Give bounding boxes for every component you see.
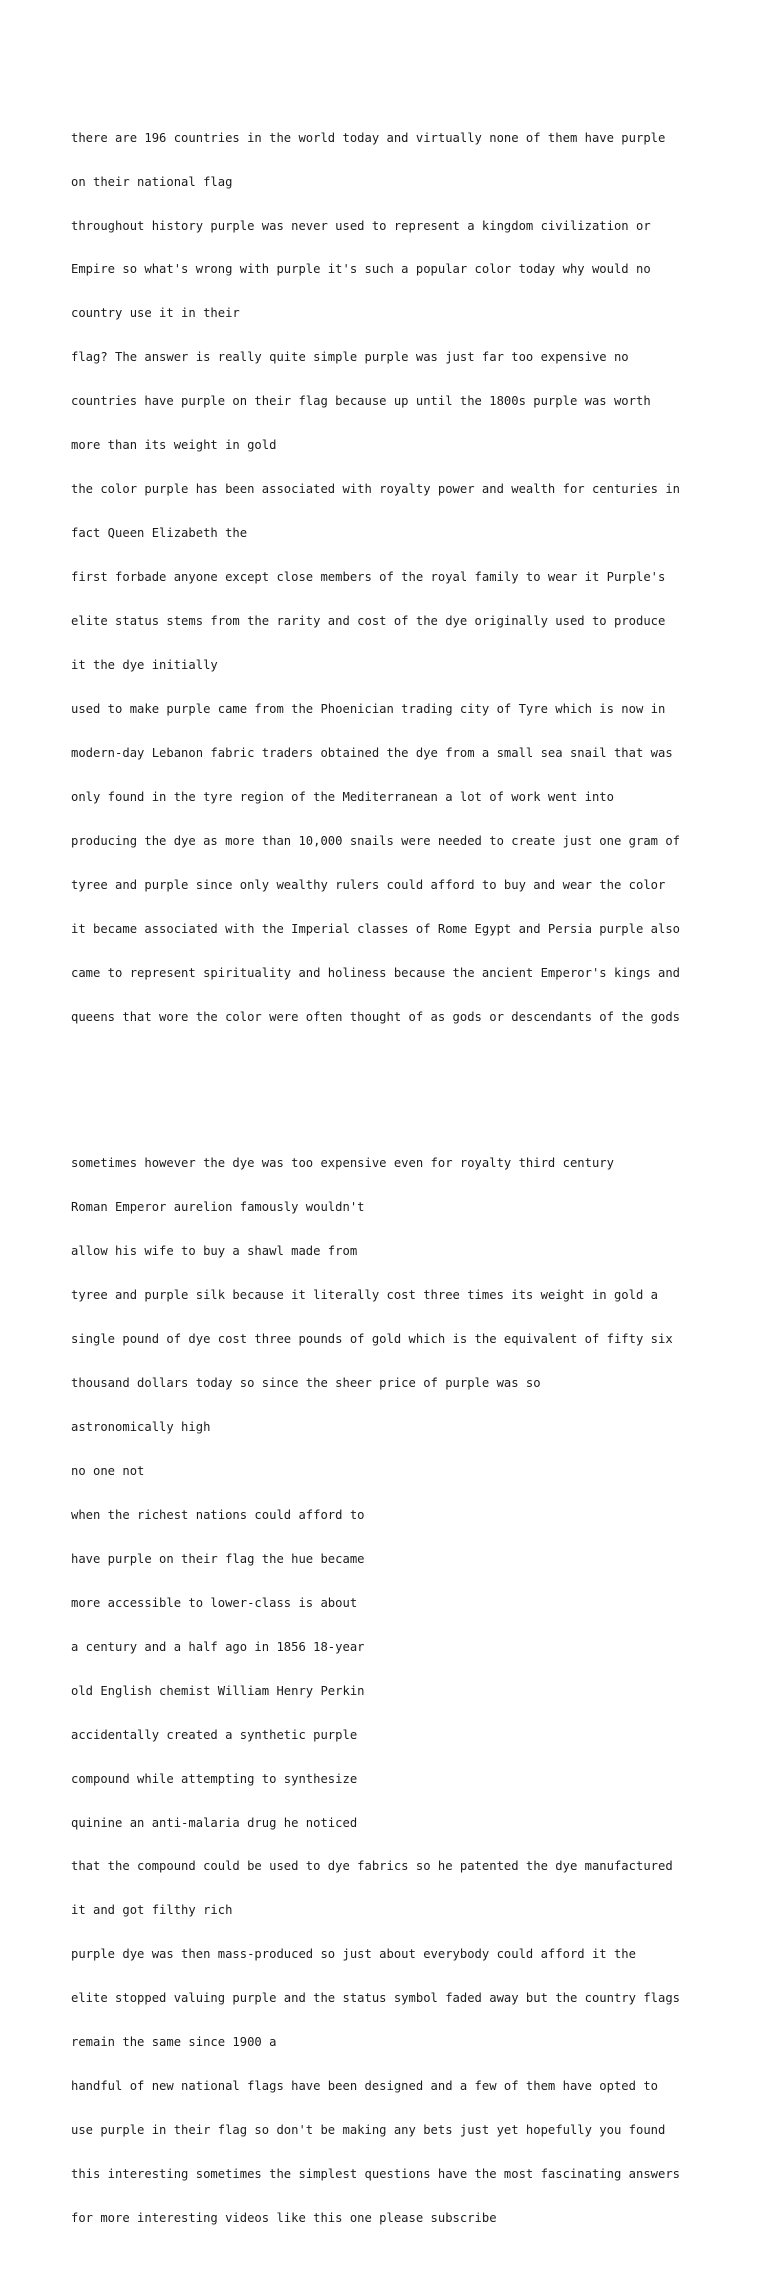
text-line: used to make purple came from the Phoenician trading city of Tyre which is now in [71,702,666,717]
text-line: on their national flag [71,174,233,189]
text-line: the color purple has been associated with royalty power and wealth for centuries in [71,482,681,497]
text-line: use purple in their flag so don't be making any bets just yet hopefully you found [71,2123,666,2138]
text-line: tyree and purple since only wealthy rulers could afford to buy and wear the color [71,877,666,892]
text-line: compound while attempting to synthesize [71,1771,358,1786]
text-line: that the compound could be used to dye fabrics so he patented the dye manufactured [71,1859,673,1874]
text-line: single pound of dye cost three pounds of gold which is the equivalent of fifty six [71,1332,673,1347]
text-line: have purple on their flag the hue became [71,1551,365,1566]
paragraph-1 [71,101,711,1053]
text-line: there are 196 countries in the world today and virtually none of them have purple [71,130,666,145]
text-line: flag? The answer is really quite simple purple was just far too expensive no [71,350,629,365]
text-line: when the richest nations could afford to [71,1507,365,1522]
text-line: producing the dye as more than 10,000 snails were needed to create just one gram of [71,833,681,848]
text-line: for more interesting videos like this one please subscribe [71,2211,497,2226]
text-line: more accessible to lower-class is about [71,1595,358,1610]
text-line: fact Queen Elizabeth the [71,526,248,541]
text-line: quinine an anti-malaria drug he noticed [71,1815,358,1830]
text-line: old English chemist William Henry Perkin [71,1683,365,1698]
text-line: allow his wife to buy a shawl made from [71,1244,358,1259]
text-line: came to represent spirituality and holiness because the ancient Emperor's kings and [71,965,681,980]
text-line: sometimes however the dye was too expensive even for royalty third century [71,1156,614,1171]
text-line: accidentally created a synthetic purple [71,1727,358,1742]
text-line: a century and a half ago in 1856 18-year [71,1639,365,1654]
text-line: modern-day Lebanon fabric traders obtained the dye from a small sea snail that was [71,745,673,760]
text-line: country use it in their [71,306,240,321]
text-line: it became associated with the Imperial classes of Rome Egypt and Persia purple also [71,921,681,936]
text-line: astronomically high [71,1419,211,1434]
text-line: more than its weight in gold [71,438,277,453]
text-line: elite stopped valuing purple and the status symbol faded away but the country flags [71,1991,681,2006]
text-line: it the dye initially [71,658,218,673]
text-line: purple dye was then mass-produced so just about everybody could afford it the [71,1947,636,1962]
text-line: this interesting sometimes the simplest questions have the most fascinating answers [71,2167,681,2182]
text-line: remain the same since 1900 a [71,2035,277,2050]
text-line: first forbade anyone except close members of the royal family to wear it Purple's [71,570,666,585]
text-line: no one not [71,1463,145,1478]
text-line: countries have purple on their flag because up until the 1800s purple was worth [71,394,651,409]
text-line: throughout history purple was never used to represent a kingdom civilization or [71,218,651,233]
transcript-text [71,72,711,2284]
text-line: elite status stems from the rarity and cost of the dye originally used to produce [71,614,666,629]
paragraph-2 [71,1127,711,2255]
text-line: Empire so what's wrong with purple it's such a popular color today why would no [71,262,651,277]
text-line: handful of new national flags have been designed and a few of them have opted to [71,2079,658,2094]
text-line: only found in the tyre region of the Mediterranean a lot of work went into [71,789,614,804]
text-line: queens that wore the color were often thought of as gods or descendants of the gods [71,1009,681,1024]
text-line: thousand dollars today so since the sheer price of purple was so [71,1375,541,1390]
paragraph-gap [71,1083,711,1098]
text-line: Roman Emperor aurelion famously wouldn't [71,1200,365,1215]
text-line: tyree and purple silk because it literally cost three times its weight in gold a [71,1288,658,1303]
text-line: it and got filthy rich [71,1903,233,1918]
